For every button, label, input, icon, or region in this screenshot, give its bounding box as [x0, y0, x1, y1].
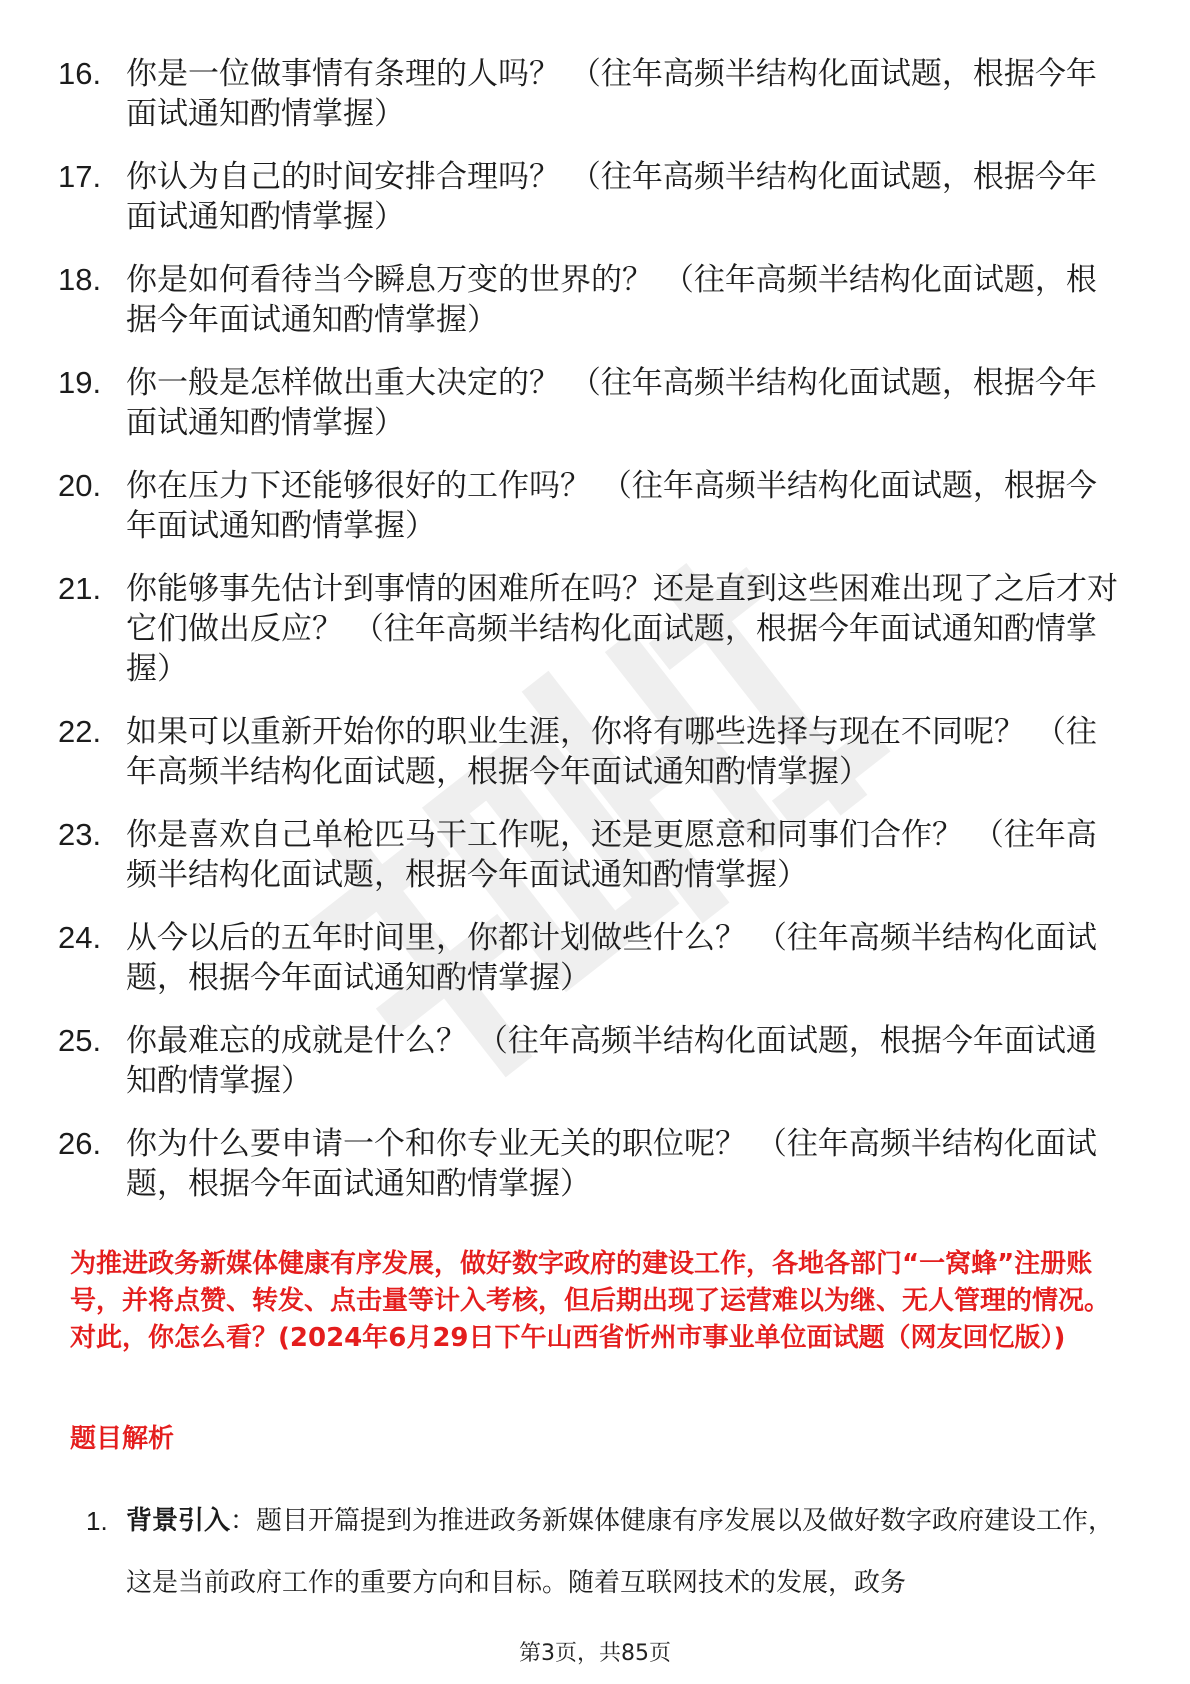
- question-number: 23.: [58, 817, 102, 852]
- list-item: [58, 569, 1118, 689]
- point-text: ：题目开篇提到为推进政务新媒体健康有序发展以及做好数字政府建设工作，这是当前政府工作的重要方向和目标。随着互联网技术的发展，政务: [126, 1506, 1115, 1598]
- question-text: 你一般是怎样做出重大决定的？ （往年高频半结构化面试题，根据今年面试通知酌情掌握）: [126, 365, 1097, 441]
- list-item: [58, 466, 1118, 546]
- analysis-heading: 题目解析: [70, 1424, 175, 1454]
- question-text: 你最难忘的成就是什么？ （往年高频半结构化面试题，根据今年面试通知酌情掌握）: [126, 1023, 1097, 1099]
- list-item: [58, 260, 1118, 340]
- question-number: 25.: [58, 1023, 102, 1058]
- point-body: [86, 1490, 1126, 1614]
- question-text: 你是喜欢自己单枪匹马干工作呢，还是更愿意和同事们合作？ （往年高频半结构化面试题，根据今年面试通知酌情掌握）: [126, 817, 1097, 893]
- question-text: 你认为自己的时间安排合理吗？ （往年高频半结构化面试题，根据今年面试通知酌情掌握）: [126, 159, 1097, 235]
- question-number: 17.: [58, 159, 102, 194]
- question-text: 你是一位做事情有条理的人吗？ （往年高频半结构化面试题，根据今年面试通知酌情掌握）: [126, 56, 1097, 132]
- list-item: [58, 54, 1118, 134]
- question-text: 如果可以重新开始你的职业生涯，你将有哪些选择与现在不同呢？ （往年高频半结构化面试题，根据今年面试通知酌情掌握）: [126, 714, 1097, 790]
- list-item: [58, 363, 1118, 443]
- question-number: 21.: [58, 571, 102, 606]
- list-item: [58, 815, 1118, 895]
- question-number: 18.: [58, 262, 102, 297]
- list-item: [58, 712, 1118, 792]
- list-item: [58, 1021, 1118, 1101]
- list-item: [58, 1124, 1118, 1204]
- question-text: 你在压力下还能够很好的工作吗？ （往年高频半结构化面试题，根据今年面试通知酌情掌握）: [126, 468, 1097, 544]
- question-text: 你为什么要申请一个和你专业无关的职位呢？ （往年高频半结构化面试题，根据今年面试通知酌情掌握）: [126, 1126, 1097, 1202]
- highlight-question: 为推进政务新媒体健康有序发展，做好数字政府的建设工作，各地各部门“一窝蜂”注册账号，并将点赞、转发、点击量等计入考核，但后期出现了运营难以为继、无人管理的情况。对此，你怎么看？(2024年6月29日下午山西省忻州市事业单位面试题（网友回忆版）): [70, 1249, 1111, 1353]
- question-number: 19.: [58, 365, 102, 400]
- question-number: 24.: [58, 920, 102, 955]
- question-number: 20.: [58, 468, 102, 503]
- list-item: [58, 918, 1118, 998]
- question-number: 16.: [58, 56, 102, 91]
- point-label: 背景引入: [126, 1506, 231, 1536]
- point-number: 1.: [86, 1506, 108, 1536]
- list-item: [58, 157, 1118, 237]
- question-text: 你能够事先估计到事情的困难所在吗？还是直到这些困难出现了之后才对它们做出反应？ （往年高频半结构化面试题，根据今年面试通知酌情掌握）: [126, 571, 1118, 687]
- question-number: 26.: [58, 1126, 102, 1161]
- question-text: 你是如何看待当今瞬息万变的世界的？ （往年高频半结构化面试题，根据今年面试通知酌情掌握）: [126, 262, 1097, 338]
- analysis-point: [86, 1490, 1126, 1614]
- page-footer: 第3页，共85页: [519, 1641, 671, 1666]
- question-number: 22.: [58, 714, 102, 749]
- question-text: 从今以后的五年时间里，你都计划做些什么？ （往年高频半结构化面试题，根据今年面试通知酌情掌握）: [126, 920, 1097, 996]
- question-list: [58, 54, 1118, 1227]
